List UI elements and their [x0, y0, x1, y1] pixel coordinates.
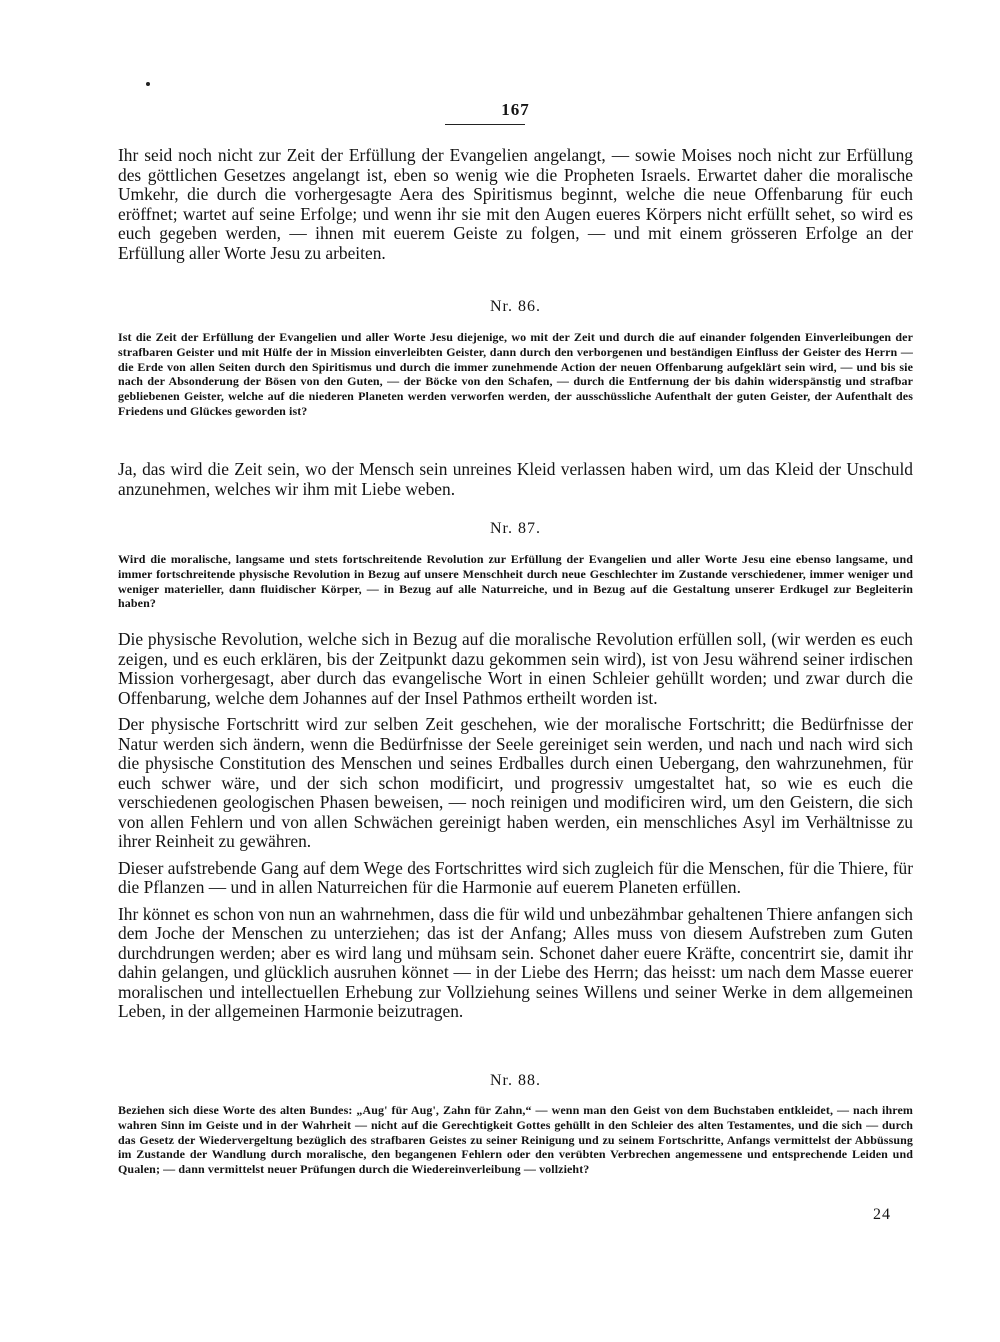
question-87-text: Wird die moralische, langsame und stets fortschreitende Revolution zur Erfüllung der Evangelien und aller Worte Jesu eine ebenso langsame, und immer fortschreitende physische Revolution in Bezug auf unsere Menschheit durch neue Geschlechter im Zustande verschiedener, immer weniger und weniger materieller, dann fluidischer Körper, — in Bezug auf alle Naturreiche, und in Bezug auf die Gestaltung unserer Erdkugel zur Begleiterin haben? [118, 552, 913, 611]
page-number: 167 [501, 100, 530, 119]
question-87 [118, 552, 913, 611]
question-86-text: Ist die Zeit der Erfüllung der Evangelien und aller Worte Jesu diejenige, wo mit der Zeit und durch die auf einander folgenden Einverleibungen der strafbaren Geister und mit Hülfe der in Mission einverleibten Geister, dann durch den verborgenen und beständigen Einfluss der Geister des Herrn — die Erde von allen Seiten durch den Spiritismus und durch die immer zunehmende Action der neuen Offenbarung aufgeklärt sein wird, — und bis sie nach der Absonderung der Bösen von den Guten, — der Böcke von den Schafen, — durch die Entfernung der bis dahin widerspänstig und strafbar gebliebenen Geister, welche auf die niederen Planeten werden verworfen werden, der ausschüssliche Aufenthalt der guten Geister, der Aufenthalt des Friedens und Glückes geworden ist? [118, 330, 913, 418]
answer-86-paragraph-1: Ja, das wird die Zeit sein, wo der Mensch sein unreines Kleid verlassen haben wird, um das Kleid der Unschuld anzunehmen, welches wir ihm mit Liebe weben. [118, 459, 913, 499]
document-page [118, 0, 913, 1342]
header-rule [445, 124, 525, 125]
question-86 [118, 330, 913, 419]
answer-87-paragraph-3: Dieser aufstrebende Gang auf dem Wege des Fortschrittes wird sich zugleich für die Menschen, für die Thiere, für die Pflanzen — und in allen Naturreichen für die Harmonie auf euerem Planeten erfüllen. [118, 857, 913, 897]
signature-mark: 24 [873, 1206, 891, 1223]
answer-87-block [118, 630, 913, 1029]
answer-87-paragraph-1: Die physische Revolution, welche sich in Bezug auf die moralische Revolution erfüllen soll, (wir werden es euch zeigen, und es euch erklären, bis der Zeitpunkt dazu gekommen sein wird), ist von Jesu während seiner irdischen Mission vorhergesagt, aber durch das evangelische Wort in einen Schleier gehüllt worden; und zwar durch die Offenbarung, welche dem Johannes auf der Insel Pathmos ertheilt worden ist. [118, 629, 913, 708]
ink-speck [146, 82, 150, 86]
intro-paragraph-block [118, 146, 913, 270]
question-88 [118, 1103, 913, 1177]
intro-paragraph: Ihr seid noch nicht zur Zeit der Erfüllung der Evangelien angelangt, — sowie Moises noch nicht zur Erfüllung des göttlichen Gesetzes angelangt ist, eben so wenig wie die Propheten Israels. Erwartet daher die moralische Umkehr, die durch die vorhergesagte Aera des Spiritismus beginnt, welche die neue Offenbarung für euch eröffnet; wartet auf seine Erfolge; und wenn ihr sie mit den Augen eueres Körpers nicht erfüllt sehet, so wird es euch gegeben werden, — ihnen mit euerem Geiste zu folgen, — und mit einem grösseren Erfolge an der Erfüllung aller Worte Jesu zu arbeiten. [118, 145, 913, 263]
question-88-text: Beziehen sich diese Worte des alten Bundes: „Aug' für Aug', Zahn für Zahn,“ — wenn man den Geist von dem Buchstaben entkleidet, — nach ihrem wahren Sinn im Geiste und in der Wahrheit — nicht auf die Gerechtigkeit Gottes gehüllt in den Schleier des alten Testamentes, und die sich — durch das Gesetz der Wiedervergeltung bezüglich des strafbaren Geistes zu seiner Reinigung und zu seinem Fortschritte, Anfangs vermittelst der Abbüssung im Zustande der Wandlung durch moralische, den begangenen Fehlern oder den verübten Verbrechen angemessene und entsprechende Leiden und Qualen; — dann vermittelst neuer Prüfungen durch die Wiedereinverleibung — vollzieht? [118, 1103, 913, 1177]
answer-87-paragraph-2: Der physische Fortschritt wird zur selben Zeit geschehen, wie der moralische Fortschritt; die Bedürfnisse der Natur werden sich ändern, wenn die Bedürfnisse der Seele gereiniget sein werden, und nach und nach wird sich die physische Constitution des Menschen und seines Erdballes durch einen Uebergang, den wahrzunehmen, für euch schwer wäre, und der sich schon modificirt, und progressiv umgestaltet hat, so wie es euch die verschiedenen geologischen Phasen beweisen, — noch reinigen und modificiren wird, um den Geistern, die sich von allen Fehlern und von allen Schwächen gereinigt haben werden, ein menschliches Asyl im Verhältnisse zu ihrer Reinheit zu gewähren. [118, 714, 913, 851]
answer-86-block [118, 460, 913, 506]
answer-87-paragraph-4: Ihr könnet es schon von nun an wahrnehmen, dass die für wild und unbezähmbar gehaltenen Thiere anfangen sich dem Joche der Menschen zu unterziehen; das ist der Anfang; Alles muss von diesem Aufstreben zum Guten durchdrungen werden; aber es wird lang und mühsam sein. Schonet daher euere Kräfte, concentrirt sie, damit ihr dahin gelangen, und glücklich ausruhen könnet — in der Liebe des Herrn; das heisst: um nach dem Masse euerer moralischen und intellectuellen Erhebung zur Vollziehung seines Willens und seiner Werke in dem allgemeinen Leben, in der allgemeinen Harmonie beizutragen. [118, 903, 913, 1021]
section-number-86: Nr. 86. [490, 298, 541, 315]
section-number-88: Nr. 88. [490, 1072, 541, 1089]
section-number-87: Nr. 87. [490, 520, 541, 537]
